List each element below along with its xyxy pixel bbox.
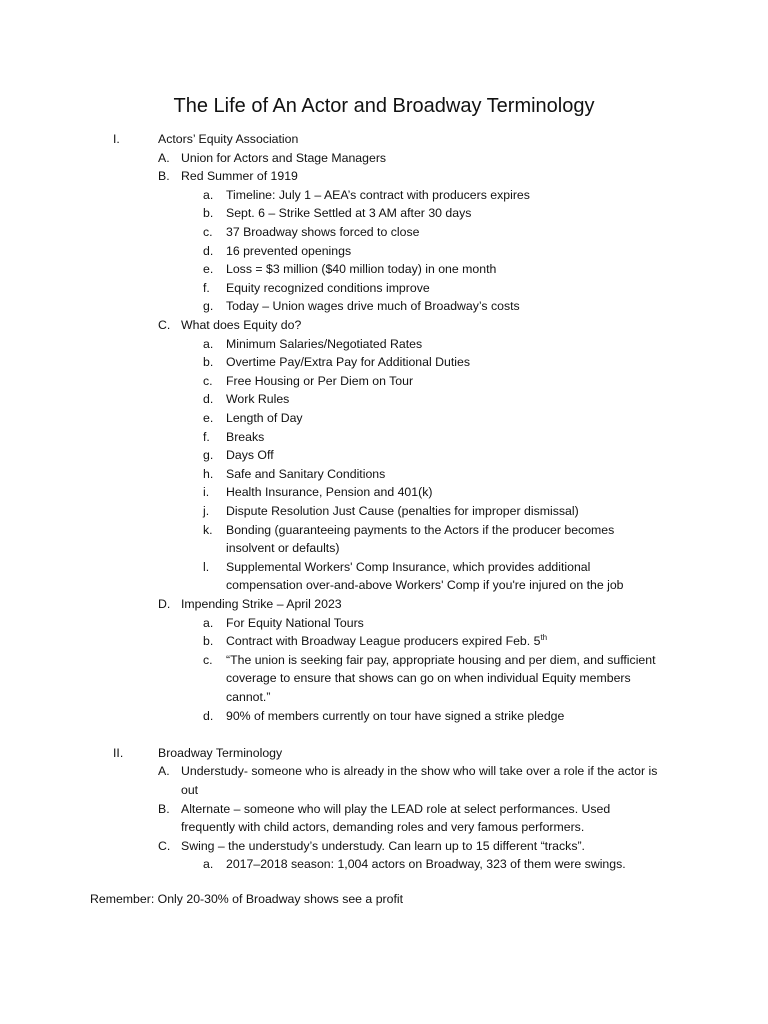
outline-subitem [226,632,547,650]
outline-subitem-text: Health Insurance, Pension and 401(k) [226,485,433,500]
section-heading [158,744,282,762]
outline-subitem-text: “The union is seeking fair pay, appropriate housing and per diem, and sufficient [226,652,656,667]
outline-subitem [226,651,656,669]
outline-subitem [226,521,614,539]
outline-item [181,762,657,780]
footer-note: Remember: Only 20-30% of Broadway shows see a profit [90,892,404,906]
outline-item-text: Understudy- someone who is already in the show who will take over a role if the actor is [181,764,658,779]
outline-item [181,837,585,855]
subitem-marker: g. [203,448,214,463]
outline-item [181,595,342,613]
outline-subitem-text: 2017–2018 season: 1,004 actors on Broadway, 323 of them were swings. [226,857,626,872]
subitem-marker: b. [203,206,214,221]
subitem-marker: i. [203,485,210,500]
subitem-marker: f. [203,429,210,444]
outline-subitem-text: Today – Union wages drive much of Broadway’s costs [226,299,520,314]
subitem-marker: d. [203,392,214,407]
section-marker: II. [113,745,124,760]
outline-item [181,149,386,167]
outline-subitem [226,483,432,501]
outline-item [181,316,301,334]
outline-subitem-text: Minimum Salaries/Negotiated Rates [226,336,423,351]
outline-subitem [226,855,626,873]
outline-subitem [226,409,303,427]
outline-subitem [226,390,289,408]
outline-subitem [226,558,590,576]
outline-item [181,167,298,185]
outline-subitem-text: Contract with Broadway League producers expired Feb. 5 [226,634,541,649]
item-marker: C. [158,318,171,332]
subitem-marker: a. [203,336,214,351]
outline-subitem [226,297,520,315]
subitem-marker: l. [203,559,210,574]
subitem-marker: a. [203,857,214,872]
outline-subitem [226,279,430,297]
outline-item-text: Alternate – someone who will play the LEAD role at select performances. Used [181,801,611,816]
subitem-marker: e. [203,262,214,277]
outline-subitem-continued [226,576,624,594]
outline-subitem-continued [226,539,339,557]
outline-subitem [226,204,471,222]
outline-subitem [226,465,385,483]
outline-subitem-text: Supplemental Workers' Comp Insurance, which provides additional [226,559,591,574]
outline-subitem [226,707,564,725]
outline-subitem-text: For Equity National Tours [226,615,364,630]
section-heading [158,130,298,148]
item-marker: A. [158,150,170,165]
subitem-marker: e. [203,411,214,425]
subitem-marker: h. [203,466,214,481]
outline-item-text: Impending Strike – April 2023 [181,597,342,611]
outline-subitem-text: Overtime Pay/Extra Pay for Additional Duties [226,355,470,370]
outline-subitem-text: Days Off [226,448,274,463]
outline-subitem [226,223,419,241]
subitem-marker: g. [203,299,214,314]
outline-subitem-text: Equity recognized conditions improve [226,280,430,295]
outline-item-text: Red Summer of 1919 [181,169,298,184]
subitem-marker: j. [203,504,210,518]
section-heading-text: Actors’ Equity Association [158,132,299,146]
item-marker: A. [158,764,170,779]
outline-subitem [226,428,264,446]
page-title: The Life of An Actor and Broadway Terminology [173,95,595,117]
outline-item-text: Union for Actors and Stage Managers [181,150,387,165]
section-marker: I. [113,132,120,146]
outline-subitem [226,242,351,260]
outline-subitem-continued-text: cannot.” [226,690,271,704]
outline-item-continued [181,818,584,836]
outline-subitem-continued-text: insolvent or defaults) [226,541,340,556]
outline-subitem-continued [226,669,631,687]
subitem-marker: k. [203,522,213,537]
subitem-marker: a. [203,187,214,202]
outline-subitem-text: Free Housing or Per Diem on Tour [226,373,414,388]
subitem-marker: b. [203,355,214,370]
item-marker: B. [158,801,170,816]
outline-subitem-continued-text: coverage to ensure that shows can go on when individual Equity members [226,671,631,686]
outline-subitem-text: Length of Day [226,411,303,425]
subitem-marker: b. [203,634,214,649]
outline-subitem [226,446,274,464]
outline-subitem-text: Loss = $3 million ($40 million today) in one month [226,262,497,277]
outline-item-continued [181,781,198,799]
outline-subitem-text: Timeline: July 1 – AEA’s contract with producers expires [226,187,530,202]
outline-item-text: What does Equity do? [181,318,302,332]
outline-subitem-text: Work Rules [226,392,290,407]
outline-item [181,800,610,818]
outline-subitem [226,335,422,353]
subitem-marker: c. [203,225,213,239]
outline-item-continued-text: frequently with child actors, demanding roles and very famous performers. [181,820,585,835]
outline-item-continued-text: out [181,783,199,797]
outline-subitem [226,186,530,204]
outline-subitem-text: 37 Broadway shows forced to close [226,225,420,239]
outline-subitem-superscript: th [540,633,548,643]
subitem-marker: c. [203,373,213,388]
outline-subitem-continued [226,688,270,706]
outline-subitem-continued-text: compensation over-and-above Workers' Comp if you're injured on the job [226,578,624,593]
subitem-marker: f. [203,280,210,295]
subitem-marker: d. [203,708,214,723]
outline-item-text: Swing – the understudy’s understudy. Can learn up to 15 different “tracks”. [181,838,585,853]
outline-subitem [226,353,470,371]
outline-subitem-text: Bonding (guaranteeing payments to the Actors if the producer becomes [226,522,615,537]
subitem-marker: d. [203,243,214,258]
outline-subitem-text: Breaks [226,429,265,444]
outline-subitem-text: Dispute Resolution Just Cause (penalties for improper dismissal) [226,504,579,518]
subitem-marker: c. [203,652,213,667]
outline-subitem [226,260,496,278]
section-heading-text: Broadway Terminology [158,745,283,760]
item-marker: C. [158,838,171,853]
item-marker: D. [158,597,171,611]
outline-subitem-text: Safe and Sanitary Conditions [226,466,386,481]
item-marker: B. [158,169,170,184]
subitem-marker: a. [203,615,214,630]
outline-subitem-text: Sept. 6 – Strike Settled at 3 AM after 30 days [226,206,472,221]
outline-subitem-text: 16 prevented openings [226,243,352,258]
outline-subitem-text: 90% of members currently on tour have signed a strike pledge [226,708,565,723]
outline-subitem [226,502,579,520]
outline-subitem [226,614,364,632]
outline-subitem [226,372,413,390]
